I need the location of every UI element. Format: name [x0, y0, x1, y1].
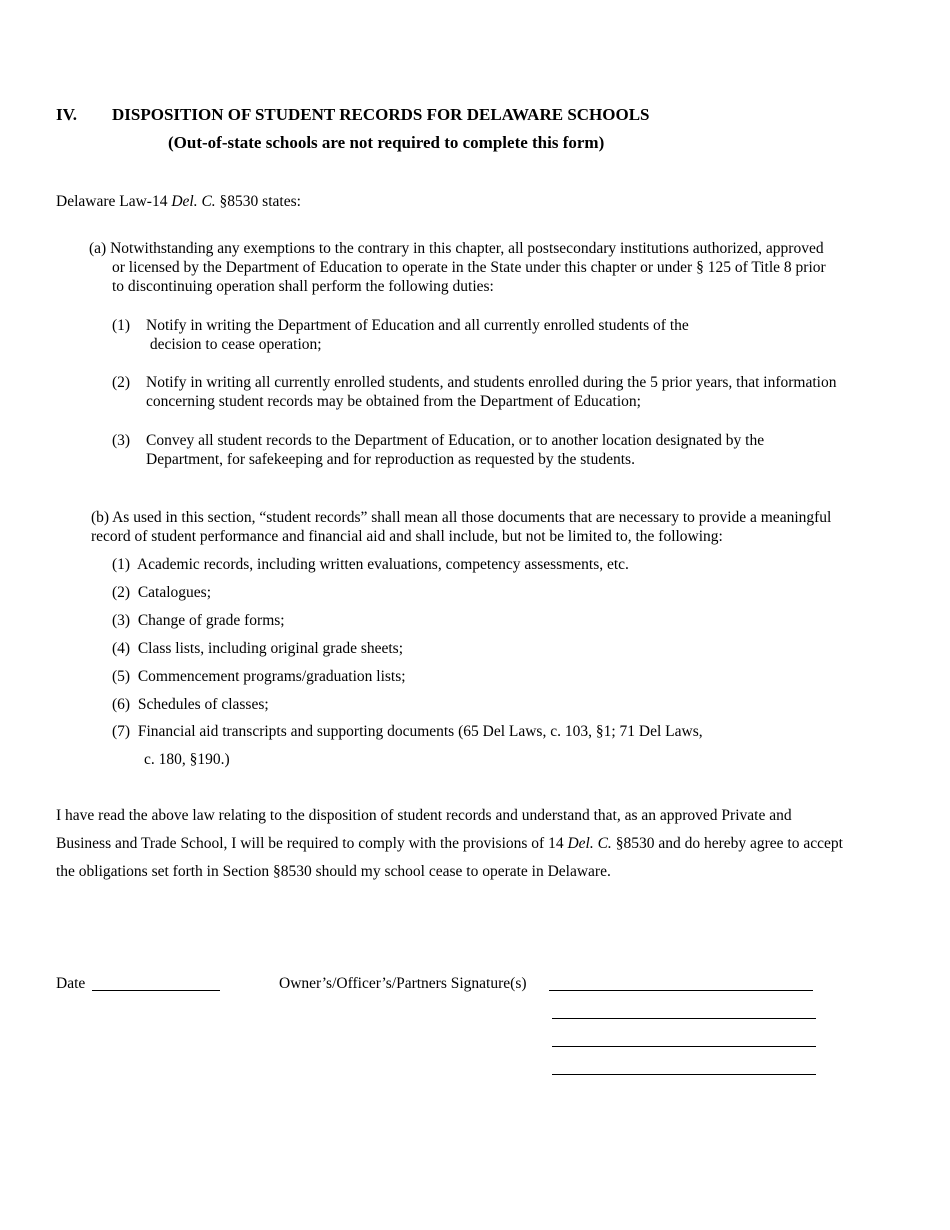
section-a-line: (a) Notwithstanding any exemptions to the contrary in this chapter, all postsecondary institutions authorized, approved: [89, 240, 824, 257]
date-field[interactable]: [92, 990, 220, 991]
law-intro-prefix: Delaware Law-14: [56, 193, 172, 210]
record-item: (3) Change of grade forms;: [112, 612, 285, 629]
record-item: (7) Financial aid transcripts and supporting documents (65 Del Laws, c. 103, §1; 71 Del Laws,: [112, 723, 703, 740]
duty-number: (2): [112, 374, 131, 391]
duty-text: Notify in writing all currently enrolled students, and students enrolled during the 5 prior years, that information: [146, 374, 837, 391]
law-intro-citation: Del. C.: [171, 193, 216, 210]
agreement-citation: Del. C.: [567, 835, 612, 852]
section-a-line: or licensed by the Department of Education to operate in the State under this chapter or under § 125 of Title 8 prior: [112, 259, 826, 276]
agreement-text: Business and Trade School, I will be required to comply with the provisions of 14: [56, 835, 568, 852]
record-item: (1) Academic records, including written evaluations, competency assessments, etc.: [112, 556, 629, 573]
page-title: DISPOSITION OF STUDENT RECORDS FOR DELAWARE SCHOOLS: [112, 105, 650, 124]
agreement-line: I have read the above law relating to the disposition of student records and understand that, as an approved Private and: [56, 807, 792, 824]
duty-number: (3): [112, 432, 131, 449]
section-number: IV.: [56, 105, 77, 124]
date-label: Date: [56, 975, 86, 992]
signature-line-3[interactable]: [552, 1046, 816, 1047]
duty-text: Convey all student records to the Department of Education, or to another location designated by the: [146, 432, 765, 449]
duty-text: decision to cease operation;: [146, 336, 322, 353]
signature-line-2[interactable]: [552, 1018, 816, 1019]
duty-text: Notify in writing the Department of Education and all currently enrolled students of the: [146, 317, 689, 334]
signature-line-1[interactable]: [549, 990, 813, 991]
law-intro-suffix: §8530 states:: [215, 193, 301, 210]
record-item-continued: c. 180, §190.): [144, 751, 230, 768]
page-subtitle: (Out-of-state schools are not required to complete this form): [168, 133, 605, 152]
section-b-line: (b) As used in this section, “student records” shall mean all those documents that are necessary to provide a meaningful: [91, 509, 832, 526]
agreement-line: the obligations set forth in Section §8530 should my school cease to operate in Delaware.: [56, 863, 611, 880]
duty-text: Department, for safekeeping and for reproduction as requested by the students.: [146, 451, 635, 468]
record-item: (2) Catalogues;: [112, 584, 212, 601]
record-item: (6) Schedules of classes;: [112, 696, 269, 713]
duty-number: (1): [112, 317, 131, 334]
record-item: (4) Class lists, including original grade sheets;: [112, 640, 404, 657]
section-a-line: to discontinuing operation shall perform the following duties:: [112, 278, 494, 295]
law-intro: [56, 192, 301, 211]
duty-text: concerning student records may be obtained from the Department of Education;: [146, 393, 641, 410]
record-item: (5) Commencement programs/graduation lists;: [112, 668, 406, 685]
section-b-line: record of student performance and financial aid and shall include, but not be limited to, the following:: [91, 528, 723, 545]
agreement-line: [56, 834, 843, 853]
agreement-text: §8530 and do hereby agree to accept: [611, 835, 843, 852]
signature-label: Owner’s/Officer’s/Partners Signature(s): [279, 975, 527, 992]
signature-line-4[interactable]: [552, 1074, 816, 1075]
